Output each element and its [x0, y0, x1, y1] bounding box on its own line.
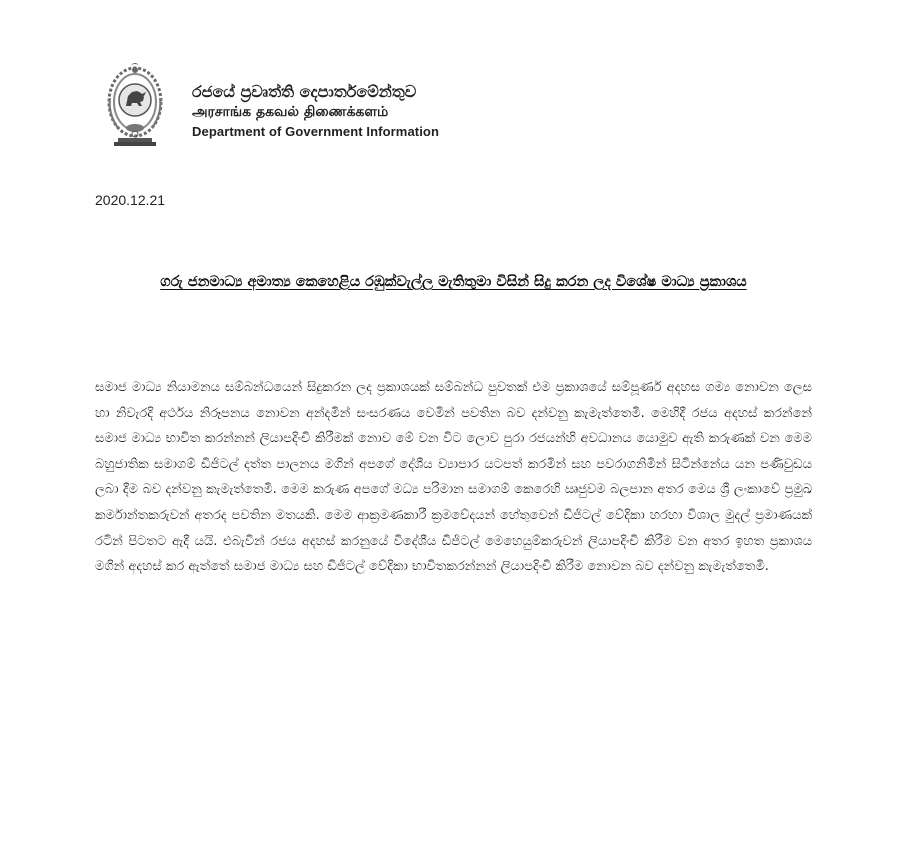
- org-name-english: Department of Government Information: [192, 124, 440, 139]
- sri-lanka-national-emblem-icon: [104, 58, 166, 148]
- document-date: 2020.12.21: [95, 192, 166, 208]
- organization-names: [192, 82, 492, 142]
- org-name-sinhala: රජයේ ප්‍රවෘත්ති දෙපාර්තමේන්තුව: [192, 82, 417, 101]
- document-title: ගරු ජනමාධ්‍ය අමාත්‍ය කෙහෙළිය රඹුක්වැල්ල මැතිතුමා විසින් සිදු කරන ලද විශේෂ මාධ්‍ය ප්‍රකාශය: [160, 274, 747, 290]
- letterhead: [104, 58, 484, 150]
- body-paragraph: සමාජ මාධ්‍ය නියාමනය සම්බන්ධයෙන් සිදුකරන ලද ප්‍රකාශයක් සම්බන්ධ පුවතක් එම ප්‍රකාශයේ සම්පූර්ණ අදහස ගම්‍ය නොවන ලෙස හා නිවැරදි අර්ථය නිරූපනය නොවන අන්දමින් සංසරණය වෙමින් පවතින බව දන්වනු කැමැත්තෙමි. මෙහිදී රජය අදහස් කරන්නේ සමාජ මාධ්‍ය භාවිත කරන්නන් ලියාපදිංචි කිරීමක් නොව මේ වන විට ලොව පුරා රජයන්හි අවධානය යොමුව ඇති කරුණක් වන මෙම බහුජාතික සමාගම් ඩිජිටල් දත්ත පාලනය මගින් අපගේ දේශීය ව්‍යාපාර යටපත් කරමින් සහ පවරාගනිමින් සිටින්නේය යන පණිවුඩය ලබා දීම බව දන්වනු කැමැත්තෙමි. මෙම කරුණ අපගේ මධ්‍ය පරිමාන සමාගම් කෙරෙහි ඍජුවම බලපාන අතර මෙය ශ්‍රී ලංකාවේ ප්‍රමුඛ කර්මාන්තකරුවන් අතරද පවතින මතයකි. මෙම ආක්‍රමණකාරී ක්‍රමවේදයන් හේතුවෙන් ඩිජිටල් වේදිකා හරහා විශාල මුදල් ප්‍රමාණයක් රටින් පිටතට ඇදී යයි. එබැවින් රජය අදහස් කරනුයේ විදේශීය ඩිජිටල් මෙහෙයුම්කරුවන් ලියාපදිංචි කිරීම වන අතර ඉහත ප්‍රකාශය මගින් අදහස් කර ඇත්තේ සමාජ මාධ්‍ය සහ ඩිජිටල් වේදිකා භාවිතකරන්නන් ලියාපදිංචි කිරීම නොවන බව දන්වනු කැමැත්තෙමි.: [95, 380, 812, 575]
- org-name-tamil: அரசாங்க தகவல் திணைக்களம்: [192, 104, 389, 120]
